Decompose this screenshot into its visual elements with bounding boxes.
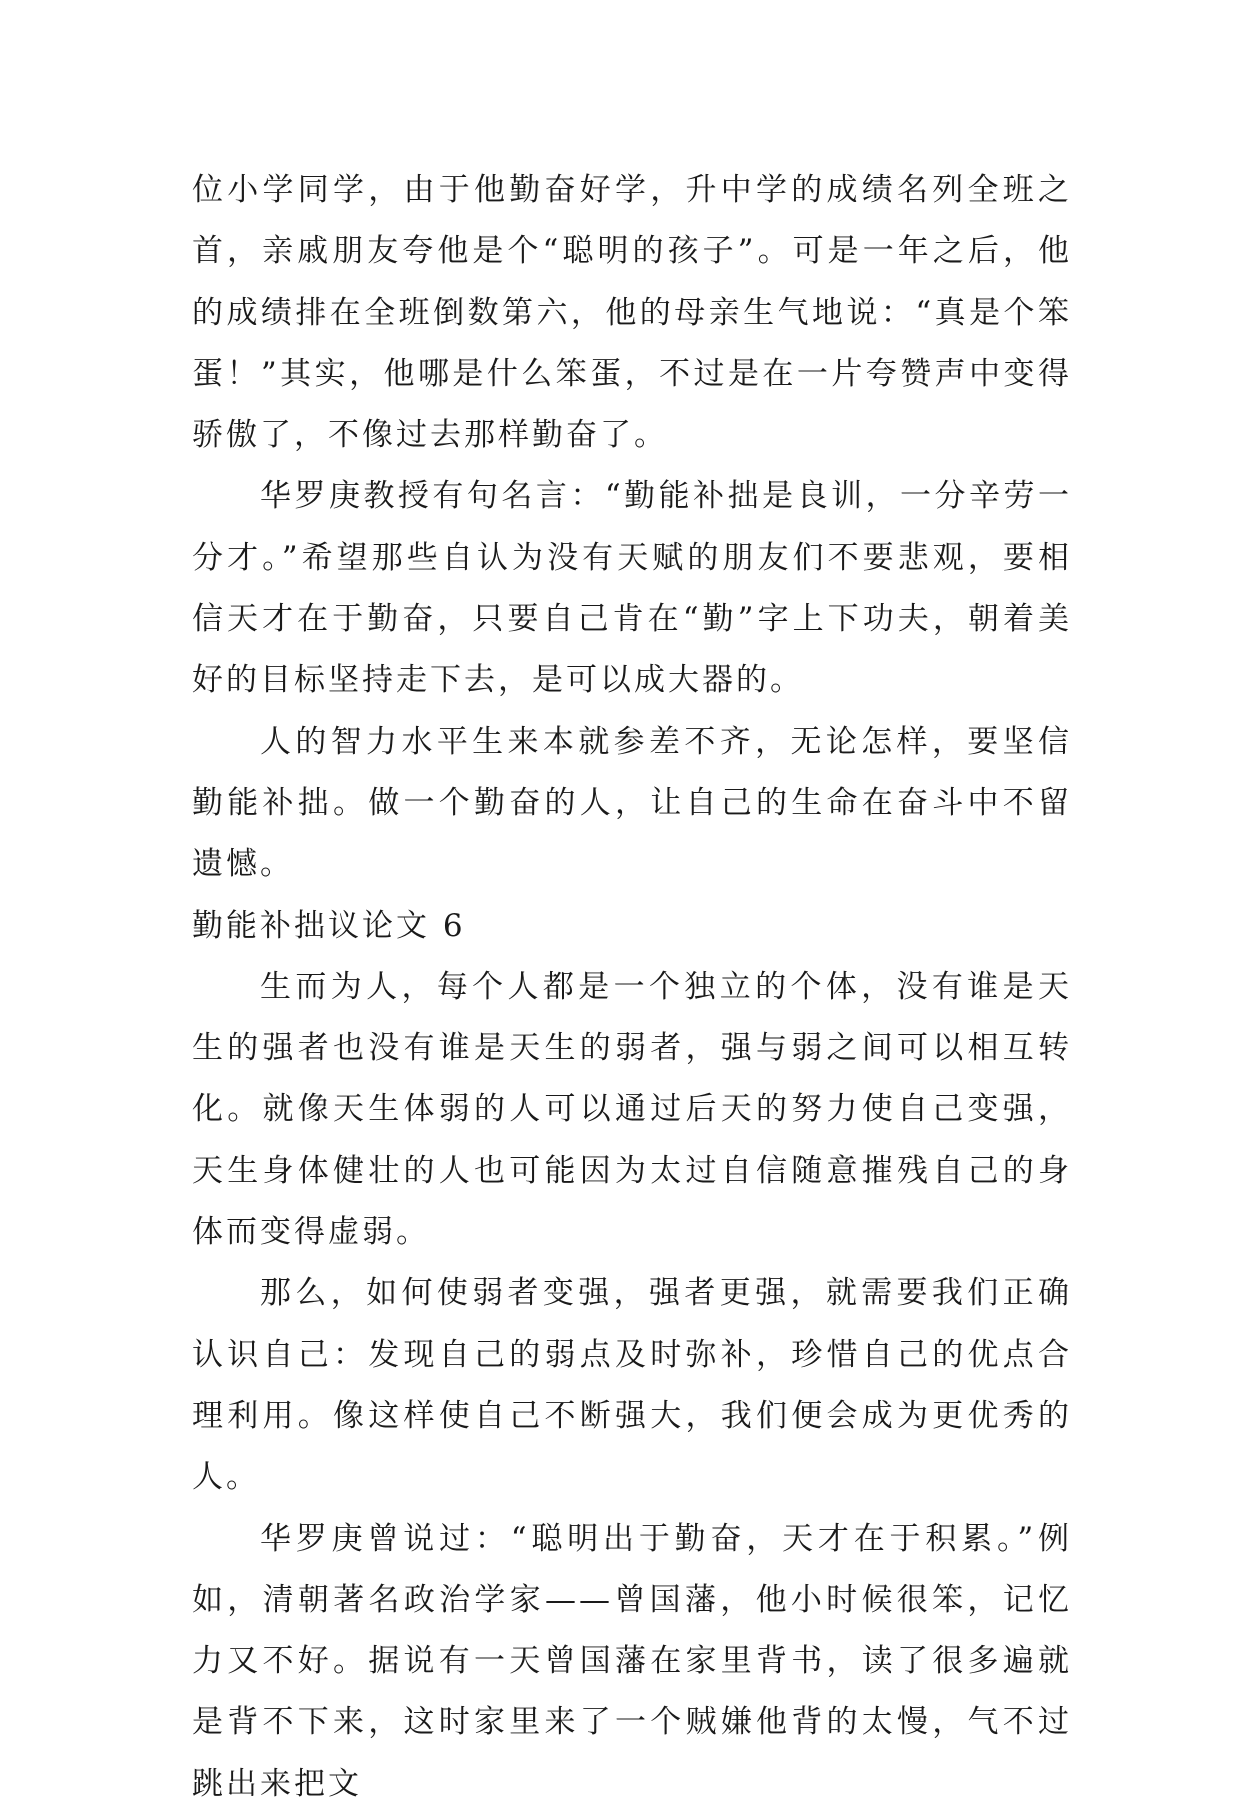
paragraph-5: 那么，如何使弱者变强，强者更强，就需要我们正确认识自己：发现自己的弱点及时弥补，珍惜自己的优点合理利用。像这样使自己不断强大，我们便会成为更优秀的人。 — [192, 1275, 1072, 1496]
paragraph-1: 位小学同学，由于他勤奋好学，升中学的成绩名列全班之首，亲戚朋友夸他是个“聪明的孩子”。可是一年之后，他的成绩排在全班倒数第六，他的母亲生气地说：“真是个笨蛋！”其实，他哪是什么笨蛋，不过是在一片夸赞声中变得骄傲了，不像过去那样勤奋了。 — [192, 172, 1072, 454]
paragraph-6: 华罗庚曾说过：“聪明出于勤奋，天才在于积累。”例如，清朝著名政治学家——曾国藩，他小时候很笨，记忆力又不好。据说有一天曾国藩在家里背书，读了很多遍就是背不下来，这时家里来了一个贼嫌他背的太慢，气不过跳出来把文 — [192, 1520, 1072, 1802]
section-heading: 勤能补拙议论文 6 — [192, 907, 466, 944]
paragraph-3: 人的智力水平生来本就参差不齐，无论怎样，要坚信勤能补拙。做一个勤奋的人，让自己的生命在奋斗中不留遗憾。 — [192, 723, 1072, 883]
paragraph-2: 华罗庚教授有句名言：“勤能补拙是良训，一分辛劳一分才。”希望那些自认为没有天赋的朋友们不要悲观，要相信天才在于勤奋，只要自己肯在“勤”字上下功夫，朝着美好的目标坚持走下去，是可以成大器的。 — [192, 478, 1072, 699]
paragraph-4: 生而为人，每个人都是一个独立的个体，没有谁是天生的强者也没有谁是天生的弱者，强与弱之间可以相互转化。就像天生体弱的人可以通过后天的努力使自己变强，天生身体健壮的人也可能因为太过自信随意摧残自己的身体而变得虚弱。 — [192, 968, 1072, 1251]
document-page — [192, 160, 1072, 1815]
